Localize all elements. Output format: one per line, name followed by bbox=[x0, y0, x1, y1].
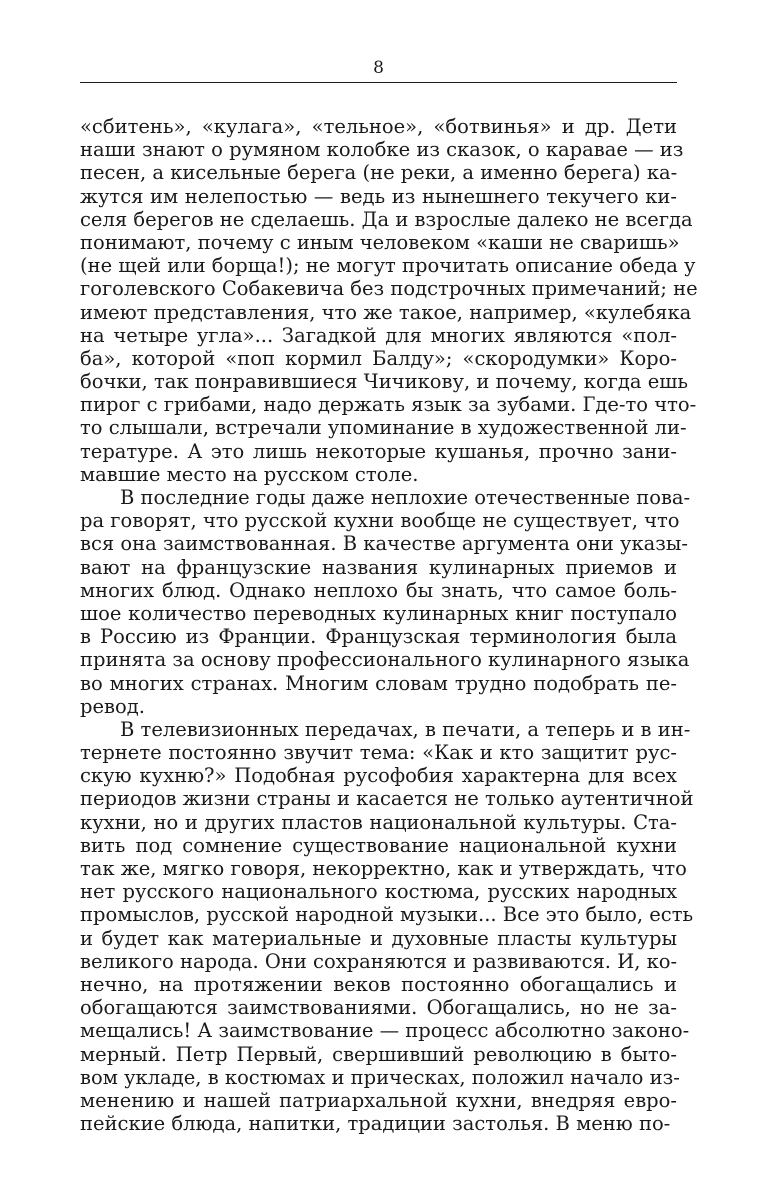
text-line: менению и нашей патриархальной кухни, внедряя евро- bbox=[80, 1088, 677, 1112]
text-line: (не щей или борща!); не могут прочитать описание обеда у bbox=[80, 254, 696, 278]
text-line: бочки, так понравившиеся Чичикову, и почему, когда ешь bbox=[80, 370, 689, 394]
page-number: 8 bbox=[373, 58, 384, 78]
text-line: понимают, почему с иным человеком «каши не сваришь» bbox=[80, 230, 680, 254]
text-line: вом укладе, в костюмах и прическах, положил начало из- bbox=[80, 1065, 680, 1089]
text-line: тературе. А это лишь некоторые кушанья, прочно зани- bbox=[80, 439, 677, 463]
text-line: во многих странах. Многим словам трудно подобрать пе- bbox=[80, 671, 677, 695]
body-text bbox=[80, 115, 698, 1136]
text-line: мавшие место на русском столе. bbox=[80, 462, 419, 486]
text-line: В телевизионных передачах, в печати, а теперь и в ин- bbox=[120, 717, 691, 741]
text-line: промыслов, русской народной музыки... Все это было, есть bbox=[80, 903, 694, 927]
text-line: то слышали, встречали упоминание в художественной ли- bbox=[80, 416, 687, 440]
text-line: ба», которой «поп кормил Балду»; «скородумки» Коро- bbox=[80, 346, 677, 370]
text-line: В последние годы даже неплохие отечественные пова- bbox=[120, 486, 691, 509]
text-line: вают на французские названия кулинарных приемов и bbox=[80, 555, 677, 579]
text-line: селя берегов не сделаешь. Да и взрослые далеко не всегда bbox=[80, 207, 693, 231]
text-line: пирог с грибами, надо держать язык за зубами. Где-то что- bbox=[80, 393, 697, 417]
paragraph bbox=[80, 115, 698, 486]
text-line: так же, мягко говоря, некорректно, как и утверждать, что bbox=[80, 857, 687, 880]
text-line: принята за основу профессионального кулинарного языка bbox=[80, 648, 690, 672]
text-line: на четыре угла»... Загадкой для многих являются «пол- bbox=[80, 323, 677, 347]
text-line: мерный. Петр Первый, свершивший революцию в быто- bbox=[80, 1042, 677, 1066]
text-line: мещались! А заимствование — процесс абсолютно законо- bbox=[80, 1019, 690, 1043]
text-line: ра говорят, что русской кухни вообще не существует, что bbox=[80, 509, 680, 533]
text-line: наши знают о румяном колобке из сказок, о каравае — из bbox=[80, 138, 684, 162]
text-line: вся она заимствованная. В качестве аргумента они указы- bbox=[80, 532, 689, 556]
paragraph bbox=[80, 486, 691, 718]
text-line: в Россию из Франции. Французская терминология была bbox=[80, 625, 677, 649]
text-line: гоголевского Собакевича без подстрочных примечаний; не bbox=[80, 277, 698, 301]
header-rule bbox=[80, 82, 677, 83]
text-line: ревод. bbox=[80, 694, 145, 718]
text-line: периодов жизни страны и касается не только аутентичной bbox=[80, 787, 694, 811]
text-line: скую кухню?» Подобная русофобия характерна для всех bbox=[80, 764, 677, 788]
text-line: пейские блюда, напитки, традиции застолья. В меню по- bbox=[80, 1112, 671, 1136]
text-line: тернете постоянно звучит тема: «Как и кто защитит рус- bbox=[80, 741, 677, 765]
text-line: имеют представления, что же такое, например, «кулебяка bbox=[80, 300, 692, 324]
text-line: песен, а кисельные берега (не реки, а именно берега) ка- bbox=[80, 161, 678, 185]
paragraph bbox=[80, 717, 694, 1136]
text-line: кухни, но и других пластов национальной культуры. Ста- bbox=[80, 810, 677, 834]
text-line: обогащаются заимствованиями. Обогащались, но не за- bbox=[80, 996, 677, 1020]
text-line: и будет как материальные и духовные пласты культуры bbox=[80, 926, 677, 950]
text-line: многих блюд. Однако неплохо бы знать, что самое боль- bbox=[80, 578, 677, 602]
text-line: «сбитень», «кулага», «тельное», «ботвинья» и др. Дети bbox=[80, 115, 677, 138]
text-line: шое количество переводных кулинарных книг поступало bbox=[80, 601, 677, 625]
text-line: великого народа. Они сохраняются и развиваются. И, ко- bbox=[80, 949, 678, 973]
text-line: нет русского национального костюма, русских народных bbox=[80, 880, 677, 904]
text-line: вить под сомнение существование национальной кухни bbox=[80, 833, 677, 857]
text-line: жутся им нелепостью — ведь из нынешнего текучего ки- bbox=[80, 184, 677, 208]
text-line: нечно, на протяжении веков постоянно обогащались и bbox=[80, 972, 677, 996]
